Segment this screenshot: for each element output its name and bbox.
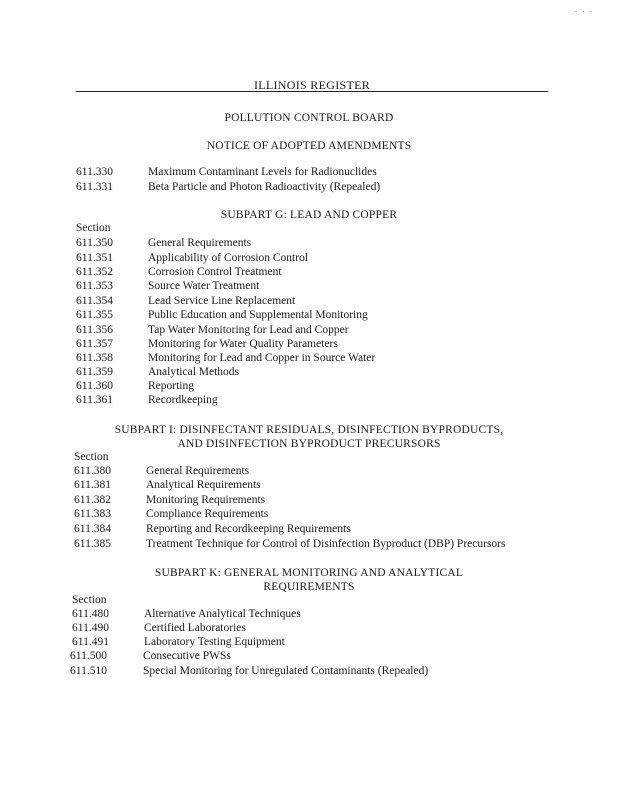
section-number: 611.351: [76, 252, 113, 264]
list-item: [74, 465, 554, 479]
list-item: [72, 622, 552, 636]
section-title: Reporting: [148, 380, 194, 392]
section-title: Recordkeeping: [148, 394, 218, 406]
notice-heading: NOTICE OF ADOPTED AMENDMENTS: [206, 140, 412, 152]
section-title: Treatment Technique for Control of Disinfection Byproduct (DBP) Precursors: [146, 538, 506, 550]
section-title: General Requirements: [148, 237, 252, 249]
section-number: 611.354: [76, 295, 113, 307]
corner-mark: . . .: [575, 6, 594, 14]
subpart-k-heading: SUBPART K: GENERAL MONITORING AND ANALYTICAL: [154, 567, 464, 579]
section-label: Section: [74, 451, 109, 463]
list-item: [70, 650, 550, 664]
list-item: [76, 295, 556, 309]
list-item: [74, 508, 554, 522]
list-item: [76, 266, 556, 280]
section-number: 611.361: [76, 394, 113, 406]
section-title: Monitoring for Lead and Copper in Source Water: [148, 352, 376, 364]
section-number: 611.356: [76, 324, 113, 336]
subpart-g-heading: SUBPART G: LEAD AND COPPER: [220, 209, 398, 221]
list-item: [74, 523, 554, 537]
section-number: 611.352: [76, 266, 113, 278]
section-number: 611.355: [76, 309, 113, 321]
list-item: [76, 366, 556, 380]
section-title: Corrosion Control Treatment: [148, 266, 282, 278]
list-item: [76, 338, 556, 352]
section-title: Source Water Treatment: [148, 280, 260, 292]
section-number: 611.358: [76, 352, 113, 364]
section-number: 611.382: [74, 494, 111, 506]
list-item: [74, 479, 554, 493]
section-number: 611.491: [72, 636, 109, 648]
section-number: 611.480: [72, 608, 109, 620]
section-title: Maximum Contaminant Levels for Radionuclides: [148, 166, 377, 178]
section-title: Reporting and Recordkeeping Requirements: [146, 523, 351, 535]
list-item: [76, 166, 556, 180]
section-title: Monitoring for Water Quality Parameters: [148, 338, 338, 350]
section-number: 611.384: [74, 523, 111, 535]
section-number: 611.353: [76, 280, 113, 292]
section-number: 611.360: [76, 380, 113, 392]
section-title: Special Monitoring for Unregulated Contaminants (Repealed): [143, 665, 429, 677]
subpart-k-heading-cont: REQUIREMENTS: [263, 581, 355, 593]
section-label: Section: [72, 594, 107, 606]
section-number: 611.385: [74, 538, 111, 550]
section-title: Lead Service Line Replacement: [148, 295, 296, 307]
list-item: [76, 280, 556, 294]
list-item: [74, 494, 554, 508]
section-title: Certified Laboratories: [144, 622, 246, 634]
section-title: Analytical Methods: [148, 366, 240, 378]
section-title: Compliance Requirements: [146, 508, 269, 520]
list-item: [70, 665, 550, 679]
page-header: [76, 78, 548, 94]
list-item: [76, 352, 556, 366]
list-item: [76, 252, 556, 266]
board-heading: POLLUTION CONTROL BOARD: [224, 112, 394, 124]
list-item: [72, 608, 552, 622]
section-title: Beta Particle and Photon Radioactivity (Repealed): [148, 181, 381, 193]
section-title: Consecutive PWSs: [143, 650, 231, 662]
section-number: 611.357: [76, 338, 113, 350]
section-number: 611.510: [70, 665, 107, 677]
section-number: 611.350: [76, 237, 113, 249]
section-title: Laboratory Testing Equipment: [144, 636, 285, 648]
list-item: [72, 636, 552, 650]
section-number: 611.383: [74, 508, 111, 520]
section-title: Public Education and Supplemental Monitoring: [148, 309, 368, 321]
subpart-i-heading: SUBPART I: DISINFECTANT RESIDUALS, DISINFECTION BYPRODUCTS,: [114, 424, 504, 436]
section-title: Applicability of Corrosion Control: [148, 252, 309, 264]
list-item: [76, 237, 556, 251]
list-item: [76, 181, 556, 195]
section-title: Tap Water Monitoring for Lead and Copper: [148, 324, 349, 336]
list-item: [76, 324, 556, 338]
section-title: Monitoring Requirements: [146, 494, 266, 506]
section-number: 611.490: [72, 622, 109, 634]
section-title: General Requirements: [146, 465, 250, 477]
list-item: [74, 538, 554, 552]
section-number: 611.381: [74, 479, 111, 491]
section-number: 611.330: [76, 166, 113, 178]
section-title: Alternative Analytical Techniques: [144, 608, 301, 620]
list-item: [76, 380, 556, 394]
section-label: Section: [76, 222, 111, 234]
list-item: [76, 394, 556, 408]
section-title: Analytical Requirements: [146, 479, 261, 491]
header-title: ILLINOIS REGISTER: [253, 78, 371, 92]
section-number: 611.380: [74, 465, 111, 477]
section-number: 611.359: [76, 366, 113, 378]
section-number: 611.500: [70, 650, 107, 662]
header-rule: [76, 91, 548, 92]
subpart-i-heading-cont: AND DISINFECTION BYPRODUCT PRECURSORS: [177, 438, 441, 450]
section-number: 611.331: [76, 181, 113, 193]
list-item: [76, 309, 556, 323]
